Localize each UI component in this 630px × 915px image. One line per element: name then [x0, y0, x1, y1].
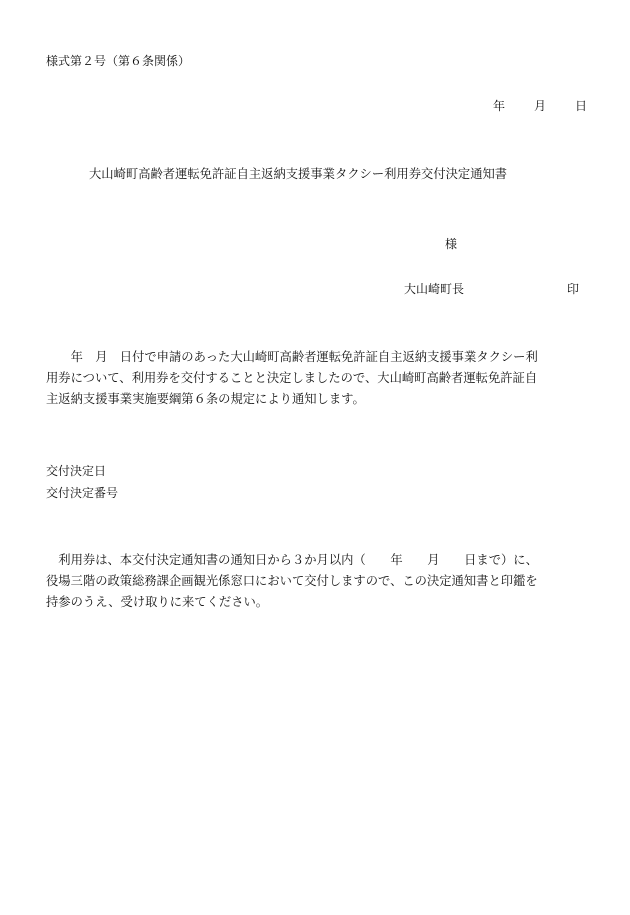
addressee-suffix: 様: [445, 237, 458, 251]
issuer-name: 大山崎町長: [404, 282, 465, 296]
form-number: 様式第２号（第６条関係）: [46, 54, 191, 68]
date-month-label: 月: [534, 99, 547, 113]
decision-date-label: 交付決定日: [46, 464, 107, 478]
body-paragraph-line: 年 月 日付で申請のあった大山崎町高齢者運転免許証自主返納支援事業タクシー利: [46, 350, 538, 364]
issuer-seal: 印: [567, 282, 580, 296]
date-year-label: 年: [493, 99, 506, 113]
decision-number-label: 交付決定番号: [46, 486, 119, 500]
notice-paragraph-line: 役場三階の政策総務課企画観光係窓口において交付しますので、この決定通知書と印鑑を: [46, 574, 538, 588]
notice-paragraph-line: 利用券は、本交付決定通知書の通知日から３か月以内（ 年 月 日まで）に、: [46, 553, 538, 567]
notice-paragraph: [46, 550, 538, 613]
body-paragraph: [46, 347, 538, 410]
date-day-label: 日: [575, 99, 588, 113]
body-paragraph-line: 主返納支援事業実施要綱第６条の規定により通知します。: [46, 392, 365, 406]
body-paragraph-line: 用券について、利用券を交付することと決定しましたので、大山崎町高齢者運転免許証自: [46, 371, 538, 385]
document-title: 大山崎町高齢者運転免許証自主返納支援事業タクシー利用券交付決定通知書: [89, 167, 508, 181]
notice-paragraph-line: 持参のうえ、受け取りに来てください。: [46, 595, 269, 609]
